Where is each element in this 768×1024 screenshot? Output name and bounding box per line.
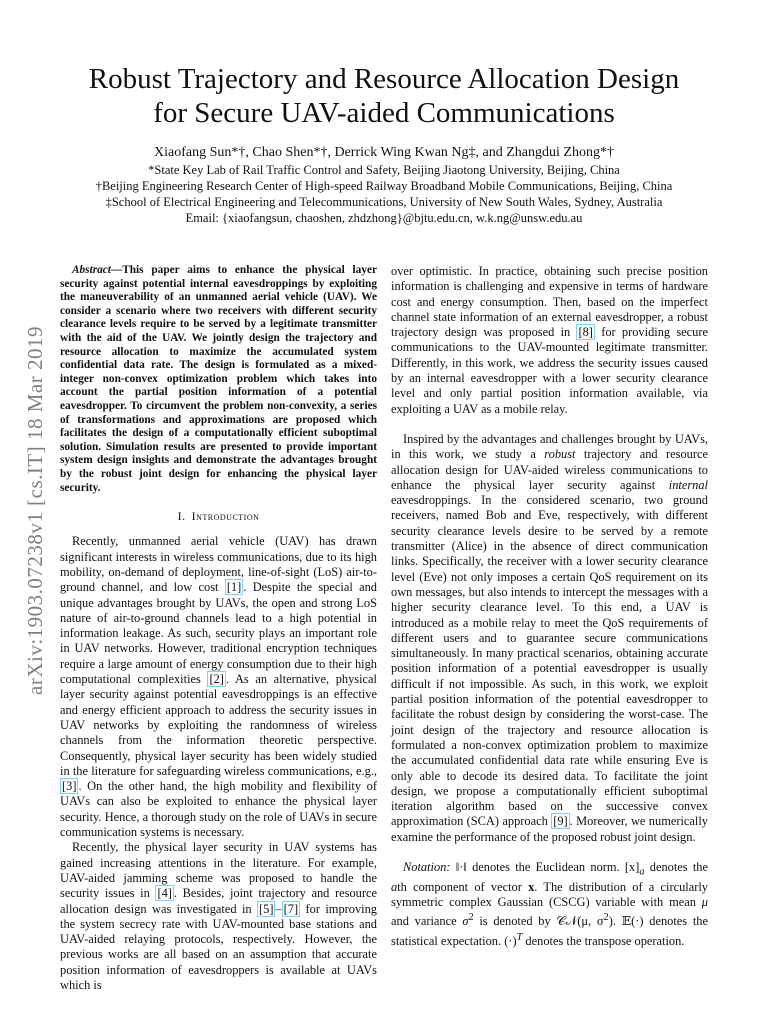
right-column	[391, 264, 708, 949]
abstract-label: Abstract	[72, 264, 111, 276]
intro-paragraph-4: Inspired by the advantages and challenges brought by UAVs, in this work, we study a robust trajectory and resource allocation design for UAV-aided wireless communications to enhance the physical layer security against internal eavesdroppings. In the considered scenario, two ground receivers, named Bob and Eve, respectively, with different security clearance levels desire to be served by a remote transmitter (Alice) in the absence of direct communication links. Specifically, the receiver with a lower security clearance level (Eve) not only imposes a certain QoS requirement on its own messages, but also intends to intercept the messages with a higher security clearance level. To this end, a UAV is introduced as a mobile relay to meet the QoS requirements of different users and to guarantee secure communications simultaneously. In many practical scenarios, obtaining accurate position information of a potential eavesdropper is usually difficult if not impossible. As such, in this work, we exploit partial position information of the potential eavesdropper to facilitate the robust design by considering the worst-case. The joint design of the trajectory and resource allocation is formulated a non-convex optimization problem to maximize the accumulated confidential data rate while ensuring Eve is only able to decode its desired data. To facilitate the joint design, we propose a computationally efficient suboptimal iteration algorithm based on the successive convex approximation (SCA) approach [9] . Moreover, we numerically examine the performance of the proposed robust joint design.	[391, 431, 708, 844]
abstract	[60, 264, 377, 495]
citation-link[interactable]: [3]	[62, 779, 77, 794]
citation-link[interactable]: [5]	[259, 901, 274, 916]
citation-link[interactable]: [8]	[578, 325, 593, 340]
author-list: Xiaofang Sun*†, Chao Shen*†, Derrick Wing Kwan Ng‡, and Zhangdui Zhong*†	[154, 145, 614, 160]
intro-paragraph-2: Recently, the physical layer security in UAV systems has gained increasing attentions in the literature. For example, UAV-aided jamming scheme was proposed to handle the security issues in [4] . Besides, joint trajectory and resource allocation design was investigated in [5] – [7] for improving the system secrecy rate with UAV-mounted base stations and UAV-aided relaying protocols, respectively. However, the previous works are all based on an assumption that accurate position information of eavesdroppers is available at UAVs which is	[60, 840, 377, 992]
arxiv-watermark	[15, 280, 55, 740]
paragraph-spacer	[391, 845, 708, 860]
citation-link[interactable]: [9]	[553, 814, 568, 829]
citation-link[interactable]: [4]	[157, 886, 172, 901]
title-line-1: Robust Trajectory and Resource Allocation Design	[88, 63, 680, 95]
paper-title	[60, 62, 708, 130]
paper-header	[60, 62, 708, 226]
emphasis-robust: robust	[544, 447, 576, 462]
affiliation-2: †Beijing Engineering Research Center of High-speed Railway Broadband Mobile Communications, Beijing, China	[95, 179, 673, 193]
section-heading-introduction	[60, 509, 377, 524]
citation-link[interactable]: [7]	[283, 901, 299, 916]
section-number: I.	[177, 509, 186, 524]
arxiv-id[interactable]: arXiv:1903.07238v1 [cs.IT] 18 Mar 2019	[22, 325, 47, 695]
citation-link[interactable]: [1]	[226, 580, 242, 595]
affiliation-3: ‡School of Electrical Engineering and Telecommunications, University of New South Wales, Sydney, Australia	[105, 195, 663, 209]
emphasis-internal: internal	[668, 477, 708, 492]
abstract-text: —This paper aims to enhance the physical layer security against potential internal eavesdroppings by exploiting the maneuverability of an unmanned aerial vehicle (UAV). We consider a scenario where two receivers with different security clearance levels require to be served by a legitimate transmitter with the aid of the UAV. We jointly design the trajectory and resource allocation to maximize the accumulated system confidential data rate. The design is formulated as a mixed-integer non-convex optimization problem which takes into account the partial position information of a potential eavesdropper. To circumvent the problem non-convexity, a series of transformations and approximations are proposed which facilitates the design of a computationally efficient suboptimal solution. Simulation results are presented to provide important system design insights and demonstrate the advantages brought by the robust joint design for enhancing the physical layer security.	[60, 264, 377, 494]
notation-label: Notation:	[403, 859, 451, 874]
notation-paragraph: Notation: ‖·‖ denotes the Euclidean norm. $[x]_a$ denotes the ath component of vector x. The distribution of a circularly symmetric complex Gaussian (CSCG) variable with mean μ and variance $\sigma^2$ is denoted by 𝒞𝒩(μ, $\sigma^2$). 𝔼(·) denotes the statistical expectation. $(\cdot)^T$ denotes the transpose operation.	[391, 859, 708, 948]
title-line-2: for Secure UAV-aided Communications	[153, 97, 615, 129]
author-email: Email: {xiaofangsun, chaoshen, zhdzhong}@bjtu.edu.cn, w.k.ng@unsw.edu.au	[185, 211, 583, 225]
intro-paragraph-3: over optimistic. In practice, obtaining such precise position information is challenging and expensive in terms of hardware cost and energy consumption. Then, based on the imperfect channel state information of an external eavesdropper, a robust trajectory design was proposed in [8] for providing secure communications to the UAV-mounted legitimate transmitter. Differently, in this work, we address the security issues caused by an internal eavesdropper with a lower security clearance level and only partial position information available, via exploiting a UAV as a mobile relay.	[391, 264, 709, 416]
intro-paragraph-1: Recently, unmanned aerial vehicle (UAV) has drawn significant interests in wireless communications, due to its high mobility, on-demand of deployment, line-of-sight (LoS) air-to-ground channel, and low cost [1] . Despite the special and unique advantages brought by UAVs, the open and strong LoS nature of air-to-ground channels lead to a high potential in information leakage. As such, security plays an important role in UAV networks. However, traditional encryption techniques require a large amount of energy consumption due to their high computational complexities [2] . As an alternative, physical layer security against potential eavesdroppings is an effective and energy efficient approach to address the security issues in UAV networks by exploiting the randomness of wireless channels from the information theoretic perspective. Consequently, physical layer security has been widely studied in the literature for safeguarding wireless communications, e.g., [3] . On the other hand, the high mobility and flexibility of UAVs can also be exploited to enhance the physical layer security. Hence, a thorough study on the role of UAVs in secure communication systems is necessary.	[60, 534, 377, 840]
left-column	[60, 264, 377, 993]
affiliation-1: *State Key Lab of Rail Traffic Control and Safety, Beijing Jiaotong University, Beijing, China	[148, 163, 620, 177]
citation-link[interactable]: [2]	[209, 672, 224, 687]
paragraph-spacer	[391, 417, 708, 432]
section-title: Introduction	[191, 509, 260, 524]
